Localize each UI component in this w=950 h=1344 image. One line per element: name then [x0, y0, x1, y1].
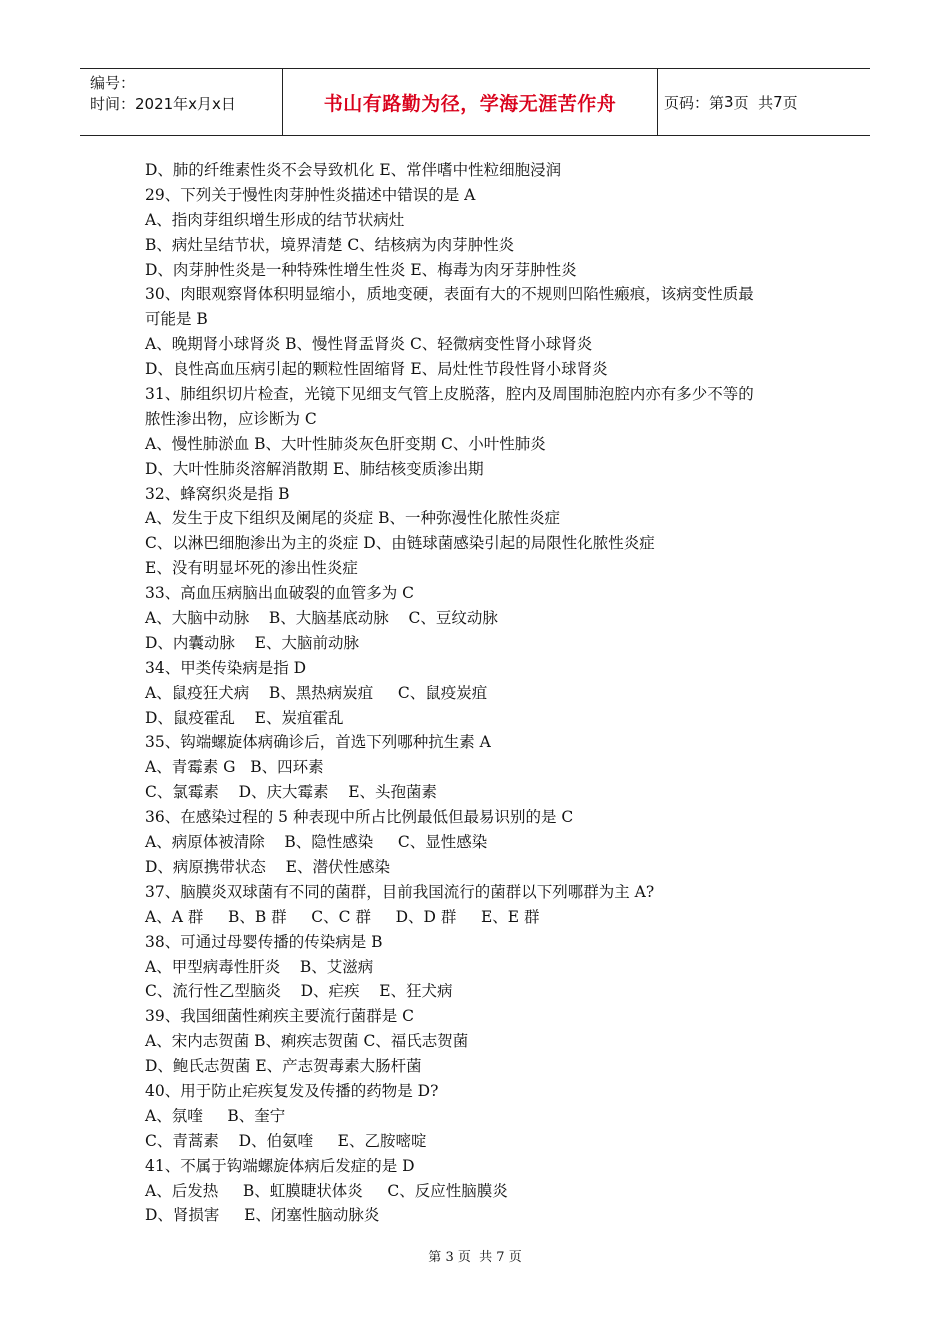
- footer-suffix: 页: [508, 1250, 522, 1265]
- text-line: D、内囊动脉 E、大脑前动脉: [145, 633, 359, 652]
- text-line: C、青蒿素 D、伯氨喹 E、乙胺嘧啶: [145, 1131, 427, 1150]
- document-body: [145, 158, 825, 1228]
- text-line: A、鼠疫狂犬病 B、黑热病炭疽 C、鼠疫炭疽: [145, 683, 488, 702]
- text-line: D、良性高血压病引起的颗粒性固缩肾 E、局灶性节段性肾小球肾炎: [145, 360, 608, 379]
- text-line: A、大脑中动脉 B、大脑基底动脉 C、豆纹动脉: [145, 609, 498, 628]
- header-page-total: 7: [773, 93, 783, 111]
- text-line: D、大叶性肺炎溶解消散期 E、肺结核变质渗出期: [145, 459, 484, 478]
- text-line: A、后发热 B、虹膜睫状体炎 C、反应性脑膜炎: [145, 1181, 508, 1200]
- text-line: 39、我国细菌性痢疾主要流行菌群是 C: [145, 1007, 415, 1026]
- footer-page-current: 3: [445, 1250, 454, 1265]
- header-code-label: 编号：: [90, 74, 136, 92]
- text-line: B、病灶呈结节状，境界清楚 C、结核病为肉芽肿性炎: [145, 235, 515, 254]
- header-meta: [80, 69, 282, 135]
- header-page-info: [658, 69, 870, 135]
- text-line: 34、甲类传染病是指 D: [145, 658, 307, 677]
- text-line: D、肾损害 E、闭塞性脑动脉炎: [145, 1206, 380, 1225]
- text-line: D、鲍氏志贺菌 E、产志贺毒素大肠杆菌: [145, 1057, 422, 1076]
- text-line: A、病原体被清除 B、隐性感染 C、显性感染: [145, 833, 488, 852]
- text-line: 37、脑膜炎双球菌有不同的菌群，目前我国流行的菌群以下列哪群为主 A?: [145, 882, 655, 901]
- header-page-mid: 页 共: [733, 93, 774, 112]
- header-time-label: 时间：2021年x月x日: [90, 95, 236, 113]
- text-line: 31、肺组织切片检查，光镜下见细支气管上皮脱落，腔内及周围肺泡腔内亦有多少不等的: [145, 385, 754, 404]
- text-line: A、青霉素 G B、四环素: [145, 758, 324, 777]
- text-line: 40、用于防止疟疾复发及传播的药物是 D?: [145, 1081, 439, 1100]
- text-line: C、氯霉素 D、庆大霉素 E、头孢菌素: [145, 783, 438, 802]
- text-line: 33、高血压病脑出血破裂的血管多为 C: [145, 584, 415, 603]
- text-line: 36、在感染过程的 5 种表现中所占比例最低但最易识别的是 C: [145, 808, 574, 827]
- header-page-suffix: 页: [782, 93, 798, 112]
- text-line: A、宋内志贺菌 B、痢疾志贺菌 C、福氏志贺菌: [145, 1032, 469, 1051]
- text-line: D、肉芽肿性炎是一种特殊性增生性炎 E、梅毒为肉牙芽肿性炎: [145, 260, 577, 279]
- text-line: A、指肉芽组织增生形成的结节状病灶: [145, 210, 405, 229]
- text-line: A、晚期肾小球肾炎 B、慢性肾盂肾炎 C、轻微病变性肾小球肾炎: [145, 335, 593, 354]
- header-page-current: 3: [724, 93, 734, 111]
- text-line: 30、肉眼观察肾体积明显缩小，质地变硬，表面有大的不规则凹陷性瘢痕，该病变性质最: [145, 285, 754, 304]
- text-line: E、没有明显坏死的渗出性炎症: [145, 559, 358, 578]
- text-line: A、发生于皮下组织及阑尾的炎症 B、一种弥漫性化脓性炎症: [145, 509, 561, 528]
- footer-mid: 页 共: [457, 1250, 493, 1265]
- text-line: 32、蜂窝织炎是指 B: [145, 484, 290, 503]
- text-line: A、A 群 B、B 群 C、C 群 D、D 群 E、E 群: [145, 907, 540, 926]
- text-line: D、病原携带状态 E、潜伏性感染: [145, 857, 390, 876]
- text-line: A、氛喹 B、奎宁: [145, 1106, 286, 1125]
- text-line: 29、下列关于慢性肉芽肿性炎描述中错误的是 A: [145, 185, 476, 204]
- page-footer: [0, 1246, 950, 1265]
- text-line: 38、可通过母婴传播的传染病是 B: [145, 932, 383, 951]
- text-line: C、以淋巴细胞渗出为主的炎症 D、由链球菌感染引起的局限性化脓性炎症: [145, 534, 655, 553]
- page-header: [80, 68, 870, 136]
- text-line: 可能是 B: [145, 310, 208, 329]
- footer-page-total: 7: [496, 1250, 505, 1265]
- text-line: D、肺的纤维素性炎不会导致机化 E、常伴嗜中性粒细胞浸润: [145, 161, 562, 179]
- text-line: 41、不属于钩端螺旋体病后发症的是 D: [145, 1156, 415, 1175]
- header-page-prefix: 页码：第: [664, 93, 725, 112]
- text-line: A、甲型病毒性肝炎 B、艾滋病: [145, 957, 374, 976]
- header-motto: 书山有路勤为径，学海无涯苦作舟: [282, 69, 658, 135]
- text-line: 35、钩端螺旋体病确诊后，首选下列哪种抗生素 A: [145, 733, 491, 752]
- text-line: 脓性渗出物，应诊断为 C: [145, 409, 317, 428]
- footer-prefix: 第: [428, 1250, 442, 1265]
- text-line: A、慢性肺淤血 B、大叶性肺炎灰色肝变期 C、小叶性肺炎: [145, 434, 546, 453]
- text-line: D、鼠疫霍乱 E、炭疽霍乱: [145, 708, 344, 727]
- text-line: C、流行性乙型脑炎 D、疟疾 E、狂犬病: [145, 982, 453, 1001]
